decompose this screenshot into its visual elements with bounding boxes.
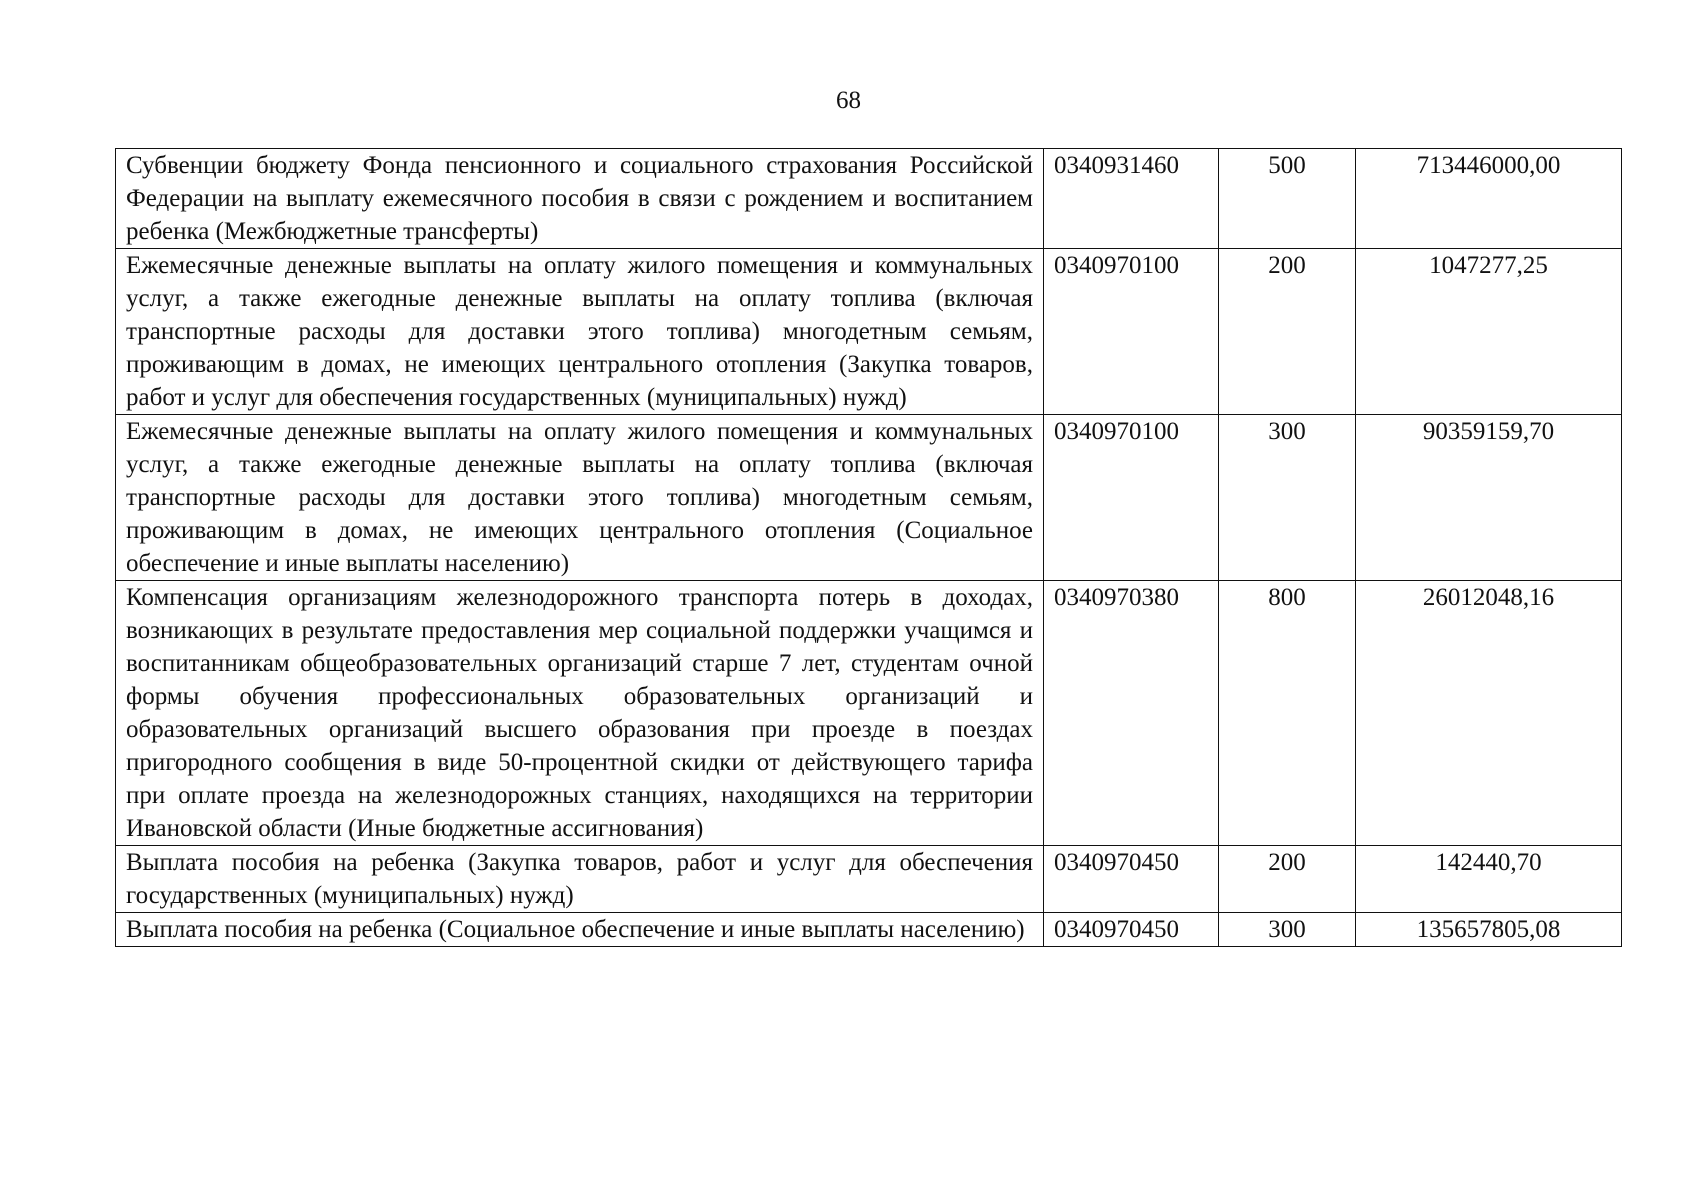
table-row — [116, 846, 1622, 913]
row-target-code: 0340970380 — [1044, 581, 1219, 846]
row-target-code: 0340970100 — [1044, 249, 1219, 415]
table-row — [116, 913, 1622, 947]
row-expense-type: 500 — [1219, 149, 1356, 249]
row-description: Субвенции бюджету Фонда пенсионного и социального страхования Российской Федерации на выплату ежемесячного пособия в связи с рождением и воспитанием ребенка (Межбюджетные трансферты) — [116, 149, 1044, 249]
row-amount: 26012048,16 — [1356, 581, 1622, 846]
row-target-code: 0340970450 — [1044, 846, 1219, 913]
row-expense-type: 800 — [1219, 581, 1356, 846]
row-amount: 142440,70 — [1356, 846, 1622, 913]
row-amount: 713446000,00 — [1356, 149, 1622, 249]
row-amount: 1047277,25 — [1356, 249, 1622, 415]
row-expense-type: 300 — [1219, 913, 1356, 947]
row-expense-type: 300 — [1219, 415, 1356, 581]
table-row — [116, 249, 1622, 415]
row-amount: 90359159,70 — [1356, 415, 1622, 581]
table-row — [116, 149, 1622, 249]
table-row — [116, 581, 1622, 846]
row-expense-type: 200 — [1219, 249, 1356, 415]
row-amount: 135657805,08 — [1356, 913, 1622, 947]
row-description: Выплата пособия на ребенка (Закупка товаров, работ и услуг для обеспечения государственных (муниципальных) нужд) — [116, 846, 1044, 913]
row-description: Компенсация организациям железнодорожного транспорта потерь в доходах, возникающих в результате предоставления мер социальной поддержки учащимся и воспитанникам общеобразовательных организаций старше 7 лет, студентам очной формы обучения профессиональных образовательных организаций и образовательных организаций высшего образования при проезде в поездах пригородного сообщения в виде 50-процентной скидки от действующего тарифа при оплате проезда на железнодорожных станциях, находящихся на территории Ивановской области (Иные бюджетные ассигнования) — [116, 581, 1044, 846]
row-description: Ежемесячные денежные выплаты на оплату жилого помещения и коммунальных услуг, а также ежегодные денежные выплаты на оплату топлива (включая транспортные расходы для доставки этого топлива) многодетным семьям, проживающим в домах, не имеющих центрального отопления (Закупка товаров, работ и услуг для обеспечения государственных (муниципальных) нужд) — [116, 249, 1044, 415]
budget-table — [115, 148, 1622, 947]
row-description: Выплата пособия на ребенка (Социальное обеспечение и иные выплаты населению) — [116, 913, 1044, 947]
row-target-code: 0340931460 — [1044, 149, 1219, 249]
row-description: Ежемесячные денежные выплаты на оплату жилого помещения и коммунальных услуг, а также ежегодные денежные выплаты на оплату топлива (включая транспортные расходы для доставки этого топлива) многодетным семьям, проживающим в домах, не имеющих центрального отопления (Социальное обеспечение и иные выплаты населению) — [116, 415, 1044, 581]
page-number: 68 — [836, 87, 861, 114]
table-row — [116, 415, 1622, 581]
row-expense-type: 200 — [1219, 846, 1356, 913]
row-target-code: 0340970450 — [1044, 913, 1219, 947]
row-target-code: 0340970100 — [1044, 415, 1219, 581]
